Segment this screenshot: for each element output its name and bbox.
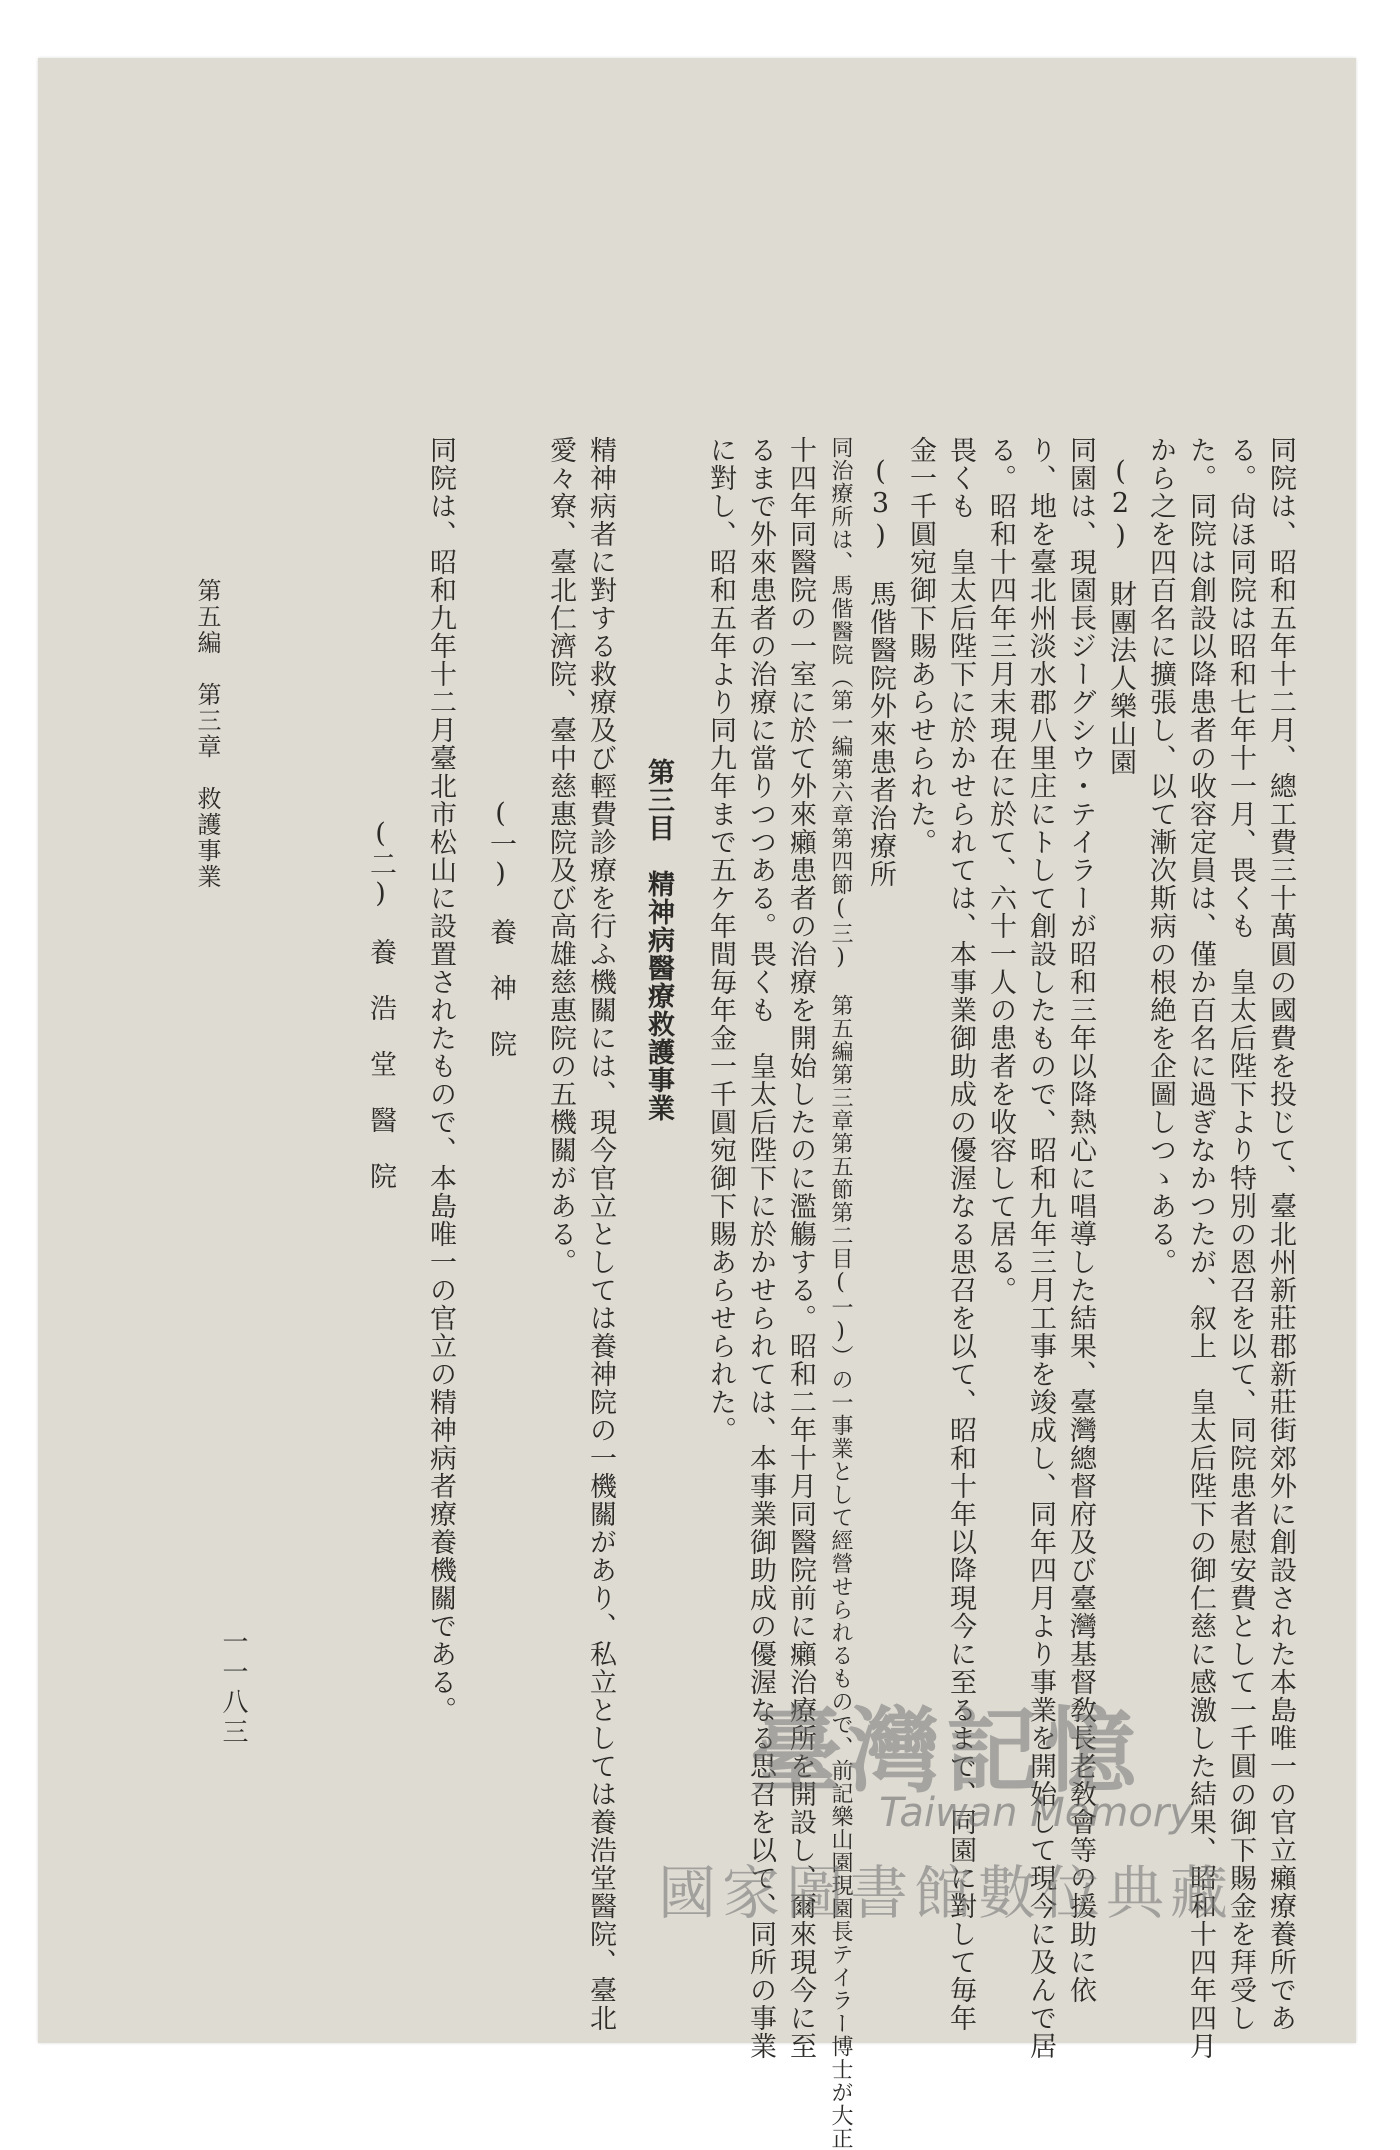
text-column: 同院は、昭和九年十二月臺北市松山に設置されたもので、本島唯一の官立の精神病者療養機關である。: [425, 436, 456, 1724]
text-column: るまで外來患者の治療に當りつつある。畏くも 皇太后陛下に於かせられては、本事業御助成の優渥なる思召を以て、同所の事業: [745, 436, 776, 2060]
section-heading: (3) 馬偕醫院外來患者治療所: [865, 456, 896, 888]
text-column: 同園は、現園長ジーグシウ・テイラーが昭和三年以降熱心に唱導した結果、臺灣總督府及び臺灣基督敎長老敎會等の援助に依: [1065, 436, 1096, 2004]
text-column: 金一千圓宛御下賜あらせられた。: [905, 436, 936, 856]
text-column: から之を四百名に擴張し、以て漸次斯病の根絶を企圖しつゝある。: [1145, 436, 1176, 1276]
text-column: る。尙ほ同院は昭和七年十一月、畏くも 皇太后陛下より特別の恩召を以て、同院患者慰安費として一千圓の御下賜金を拜受し: [1225, 436, 1256, 2032]
section-heading: (2) 財團法人樂山園: [1105, 456, 1136, 776]
watermark-library: 國家圖書館數位典藏: [658, 1859, 1235, 1927]
chapter-subheading: 第三目 精神病醫療救護事業: [643, 758, 674, 1122]
text-column: り、地を臺北州淡水郡八里庄にトして創設したもので、昭和九年三月工事を竣成し、同年四月より事業を開始して現今に及んで居: [1025, 436, 1056, 2060]
text-column: た。同院は創設以降患者の收容定員は、僅か百名に過ぎなかつたが、叙上 皇太后陛下の御仁慈に感激した結果、昭和十四年四月: [1185, 436, 1216, 2060]
section-heading: (一) 養 神 院: [485, 798, 516, 1058]
text-column: 同治療所は、馬偕醫院（第一編第六章第四節(三) 第五編第三章第五節第二目(一)）の一事業として經營せられるもので、前記樂山園現園長テイラー博士が大正: [828, 436, 853, 2150]
text-column: 精神病者に對する救療及び輕費診療を行ふ機關には、現今官立としては養神院の一機關があり、私立としては養浩堂醫院、臺北: [585, 436, 616, 2032]
text-column: 愛々寮、臺北仁濟院、臺中慈惠院及び高雄慈惠院の五機關がある。: [545, 436, 576, 1276]
watermark-english: Taiwan Memory: [879, 1790, 1193, 1836]
text-column: る。昭和十四年三月末現在に於て、六十一人の患者を收容して居る。: [985, 436, 1016, 1304]
section-heading: (二) 養 浩 堂 醫 院: [365, 818, 396, 1190]
book-page: [38, 58, 1356, 2150]
running-head: 第五編 第三章 救護事業: [193, 578, 221, 890]
watermark-logo: 臺灣記憶: [750, 1698, 1143, 1805]
text-column: 畏くも 皇太后陛下に於かせられては、本事業御助成の優渥なる思召を以て、昭和十年以降現今に至るまで、同園に對して毎年: [945, 436, 976, 2032]
text-column: 十四年同醫院の一室に於て外來癩患者の治療を開始したのに濫觴する。昭和二年十月同醫院前に癩治療所を開設し、爾來現今に至: [785, 436, 816, 2060]
watermark: [658, 1678, 1234, 1930]
text-column: に對し、昭和五年より同九年まで五ケ年間毎年金一千圓宛御下賜あらせられた。: [705, 436, 736, 1444]
page-number: 一一八三: [218, 1628, 248, 1748]
text-column: 同院は、昭和五年十二月、總工費三十萬圓の國費を投じて、臺北州新莊郡新莊街郊外に創設された本島唯一の官立癩療養所であ: [1265, 436, 1296, 2032]
